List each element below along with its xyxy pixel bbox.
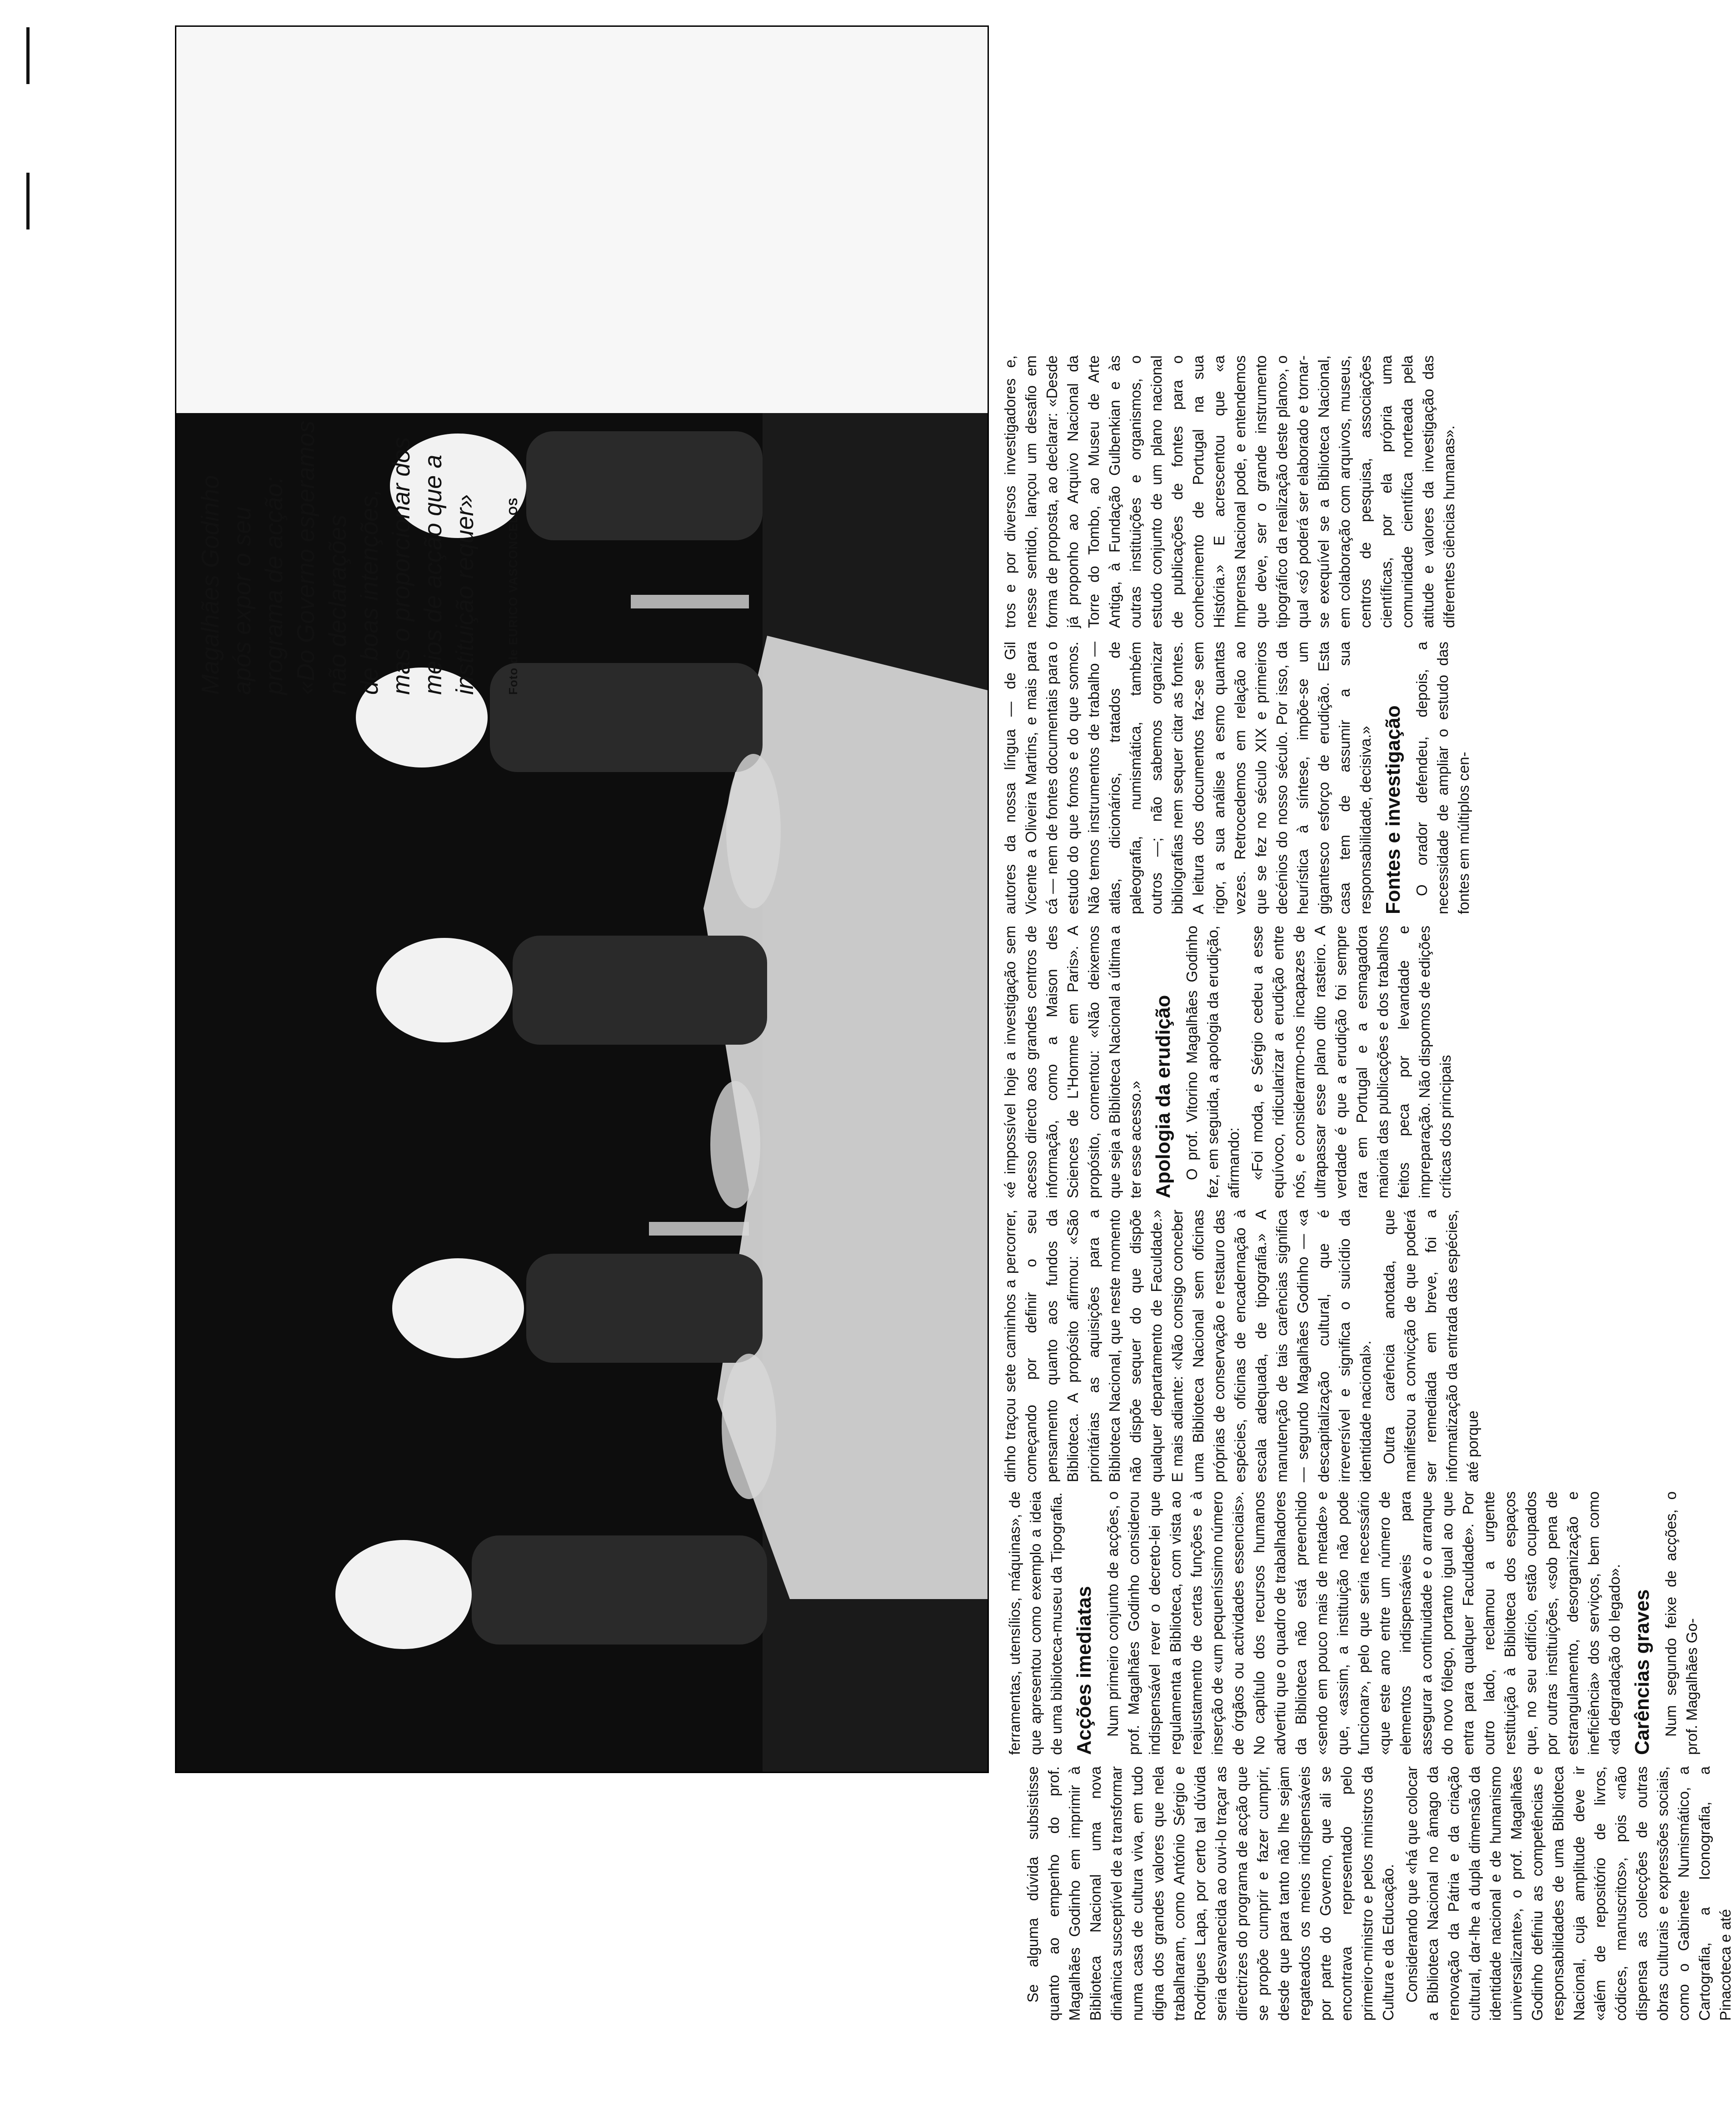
paragraph: Outra carência anotada, que manifestou a convicção de que poderá ser remediada em breve, foi a informatização da entrada das espécies, até porque bbox=[1381, 1210, 1481, 1482]
caption-line: após expor o seu bbox=[229, 506, 256, 695]
photo-caption bbox=[195, 204, 529, 695]
article-photo bbox=[175, 25, 989, 1773]
paragraph: Considerando que «há que colocar a Biblioteca Nacional no âmago da renovação da Pátria e da criação cultural, dar-lhe a dupla dimensão da identidade nacional e de humanismo universalizante», o prof. Magalhães Godinho definiu as competências e responsabilidades de uma Biblioteca Nacional, cuja amplitude deve ir «além de repositório de livros, códices, manuscritos», pois «não dispensa as colecções de outras obras culturais e expressões sociais, como o Gabinete Numismático, a Cartografia, a Iconografia, a Pinacoteca e até bbox=[1403, 1766, 1734, 2021]
paragraph: «Foi moda, e Sérgio cedeu a esse equívoco, ridicularizar a erudição entre nós, e considerarmo-nos incapazes de ultrapassar esse plano dito rasteiro. A verdade é que a erudição foi sempre rara em Portugal e a esmagadora maioria das publicações e dos trabalhos feitos peca por levandade e impreparação. Não dispomos de edições críticas dos principais bbox=[1249, 926, 1454, 1198]
paragraph: tros e por diversos investigadores e, nesse sentido, lançou um desafio em forma de proposta, ao declarar: «Desde já proponho ao Arquivo Nacional da Torre do Tombo, ao Museu de Arte Antiga, à Fundação Gulbenkian e às outras instituições e organismos, o estudo conjunto de um plano nacional de publicações de fontes para o conhecimento de Portugal na sua História.» E acrescentou que «a Imprensa Nacional pode, e entendemos que deve, ser o grande instrumento tipográfico da realização deste plano», o qual «só poderá ser elaborado e tornar-se exequível se a Biblioteca Nacional, em colaboração com arquivos, museus, centros de pesquisa, associações científicas, por ela própria uma comunidade científica norteada pela atitude e valores da investigação das diferentes ciências humanas». bbox=[1002, 355, 1457, 628]
paragraph: Num primeiro conjunto de acções, o prof. Magalhães Godinho considerou indispensável rever o decreto-lei que regulamenta a Biblioteca, com vista ao reajustamento de certas funções e à inserção de «um pequeníssimo número de órgãos ou actividades essenciais». No capítulo dos recursos humanos advertiu que o quadro de trabalhadores da Biblioteca não está preenchido «sendo em pouco mais de metade» e que, «assim, a instituição não pode funcionar», pelo que seria necessário «que este ano entre um número de elementos indispensáveis para assegurar a continuidade e o arranque do novo fôlego, portanto igual ao que entra para qualquer Faculdade». Por outro lado, reclamou a urgente restituição à Biblioteca dos espaços que, no seu edifício, estão ocupados por outras instituições, «sob pena de estrangulamento, desorganização e ineficiência» dos serviços, bem como «da degradação do legado». bbox=[1104, 1491, 1623, 1755]
photo-credit: Foto de EURICO VASCONCELOS bbox=[506, 497, 520, 695]
caption-line: instituição requer» bbox=[451, 494, 479, 695]
paragraph: O prof. Vitorino Magalhães Godinho fez, em seguida, a apologia da erudição, afirmando: bbox=[1183, 926, 1242, 1198]
section-heading: Apologia da erudição bbox=[1152, 995, 1174, 1198]
caption-line: meios de acção que a bbox=[419, 454, 447, 695]
article-column-2 bbox=[1004, 1491, 1700, 1755]
caption-line: não declarações bbox=[324, 514, 351, 695]
article-column-3 bbox=[1000, 1210, 1481, 1482]
caption-line: Magalhães Godinho bbox=[197, 475, 224, 695]
paragraph: Se alguma dúvida subsistisse quanto ao empenho do prof. Magalhães Godinho em imprimir à Biblioteca Nacional uma nova dinâmica susceptível de a transformar numa casa de cultura viva, em tudo digna dos grandes valores que nela trabalharam, como António Sérgio e Rodrigues Lapa, por certo tal dúvida seria desvanecida ao ouvi-lo traçar as directrizes do programa de acção que se propõe cumprir e fazer cumprir, desde que para tanto não lhe sejam regateados os meios indispensáveis por parte do Governo, que ali se encontrava representado pelo primeiro-ministro e pelos ministros da Cultura e da Educação. bbox=[1024, 1766, 1397, 2021]
article-column-5 bbox=[1000, 642, 1472, 914]
paragraph: autores da nossa língua — de Gil Vicente a Oliveira Martins, e mais para cá — nem de fontes documentais para o estudo do que fomos e do que somos. Não temos instrumentos de trabalho — atlas, dicionários, tratados de paleografia, numismática, também outros —; não sabemos organizar bibliografias nem sequer citar as fontes. A leitura dos documentos faz-se sem rigor, a sua análise a esmo quantas vezes. Retrocedemos em relação ao que se fez no século XIX e primeiros decénios do nosso século. Por isso, da heurística à síntese, impõe-se um gigantesco esforço de erudição. Esta casa tem de assumir a sua responsabilidade, decisiva.» bbox=[1002, 642, 1374, 914]
caption-line: programa de acção: bbox=[260, 476, 288, 695]
caption-line: de boas intenções, bbox=[356, 488, 383, 695]
paragraph: O orador defendeu, depois, a necessidade de ampliar o estudo das fontes em múltiplos cen- bbox=[1413, 642, 1472, 914]
paragraph: «é impossível hoje a investigação sem acesso directo aos grandes centros de informação, como a Maison des Sciences de L'Homme em Paris». A propósito, comentou: «Não deixemos que seja a Biblioteca Nacional a última a ter esse acesso.» bbox=[1002, 926, 1144, 1198]
caption-line: mas o proporcionar dos bbox=[388, 437, 415, 695]
section-heading: Fontes e investigação bbox=[1382, 705, 1404, 914]
article-column-6 bbox=[1000, 355, 1459, 628]
section-heading: Carências graves bbox=[1631, 1589, 1653, 1755]
article-column-4 bbox=[1000, 926, 1459, 1198]
section-heading: Acções imediatas bbox=[1073, 1586, 1095, 1755]
caption-line: «Do Governo esperamos bbox=[292, 420, 319, 695]
article-column-1 bbox=[1023, 1766, 1734, 2021]
paragraph: ferramentas, utensílios, máquinas», de que apresentou como exemplo a ideia de uma biblioteca-museu da Tipografia. bbox=[1006, 1491, 1065, 1755]
paragraph: dinho traçou sete caminhos a percorrer, começando por definir o seu pensamento quanto aos fundos da Biblioteca. A propósito afirmou: «São prioritárias as aquisições para a Biblioteca Nacional, que neste momento não dispõe sequer do que dispõe qualquer departamento de Faculdade.» E mais adiante: «Não consigo conceber uma Biblioteca Nacional sem oficinas próprias de conservação e restauro das espécies, oficinas de encadernação à escala adequada, de tipografia.» A manutenção de tais carências significa — segundo Magalhães Godinho — «a descapitalização cultural, que é irreversível e significa o suicídio da identidade nacional». bbox=[1002, 1210, 1374, 1482]
paragraph: Num segundo feixe de acções, o prof. Magalhães Go- bbox=[1662, 1491, 1700, 1755]
